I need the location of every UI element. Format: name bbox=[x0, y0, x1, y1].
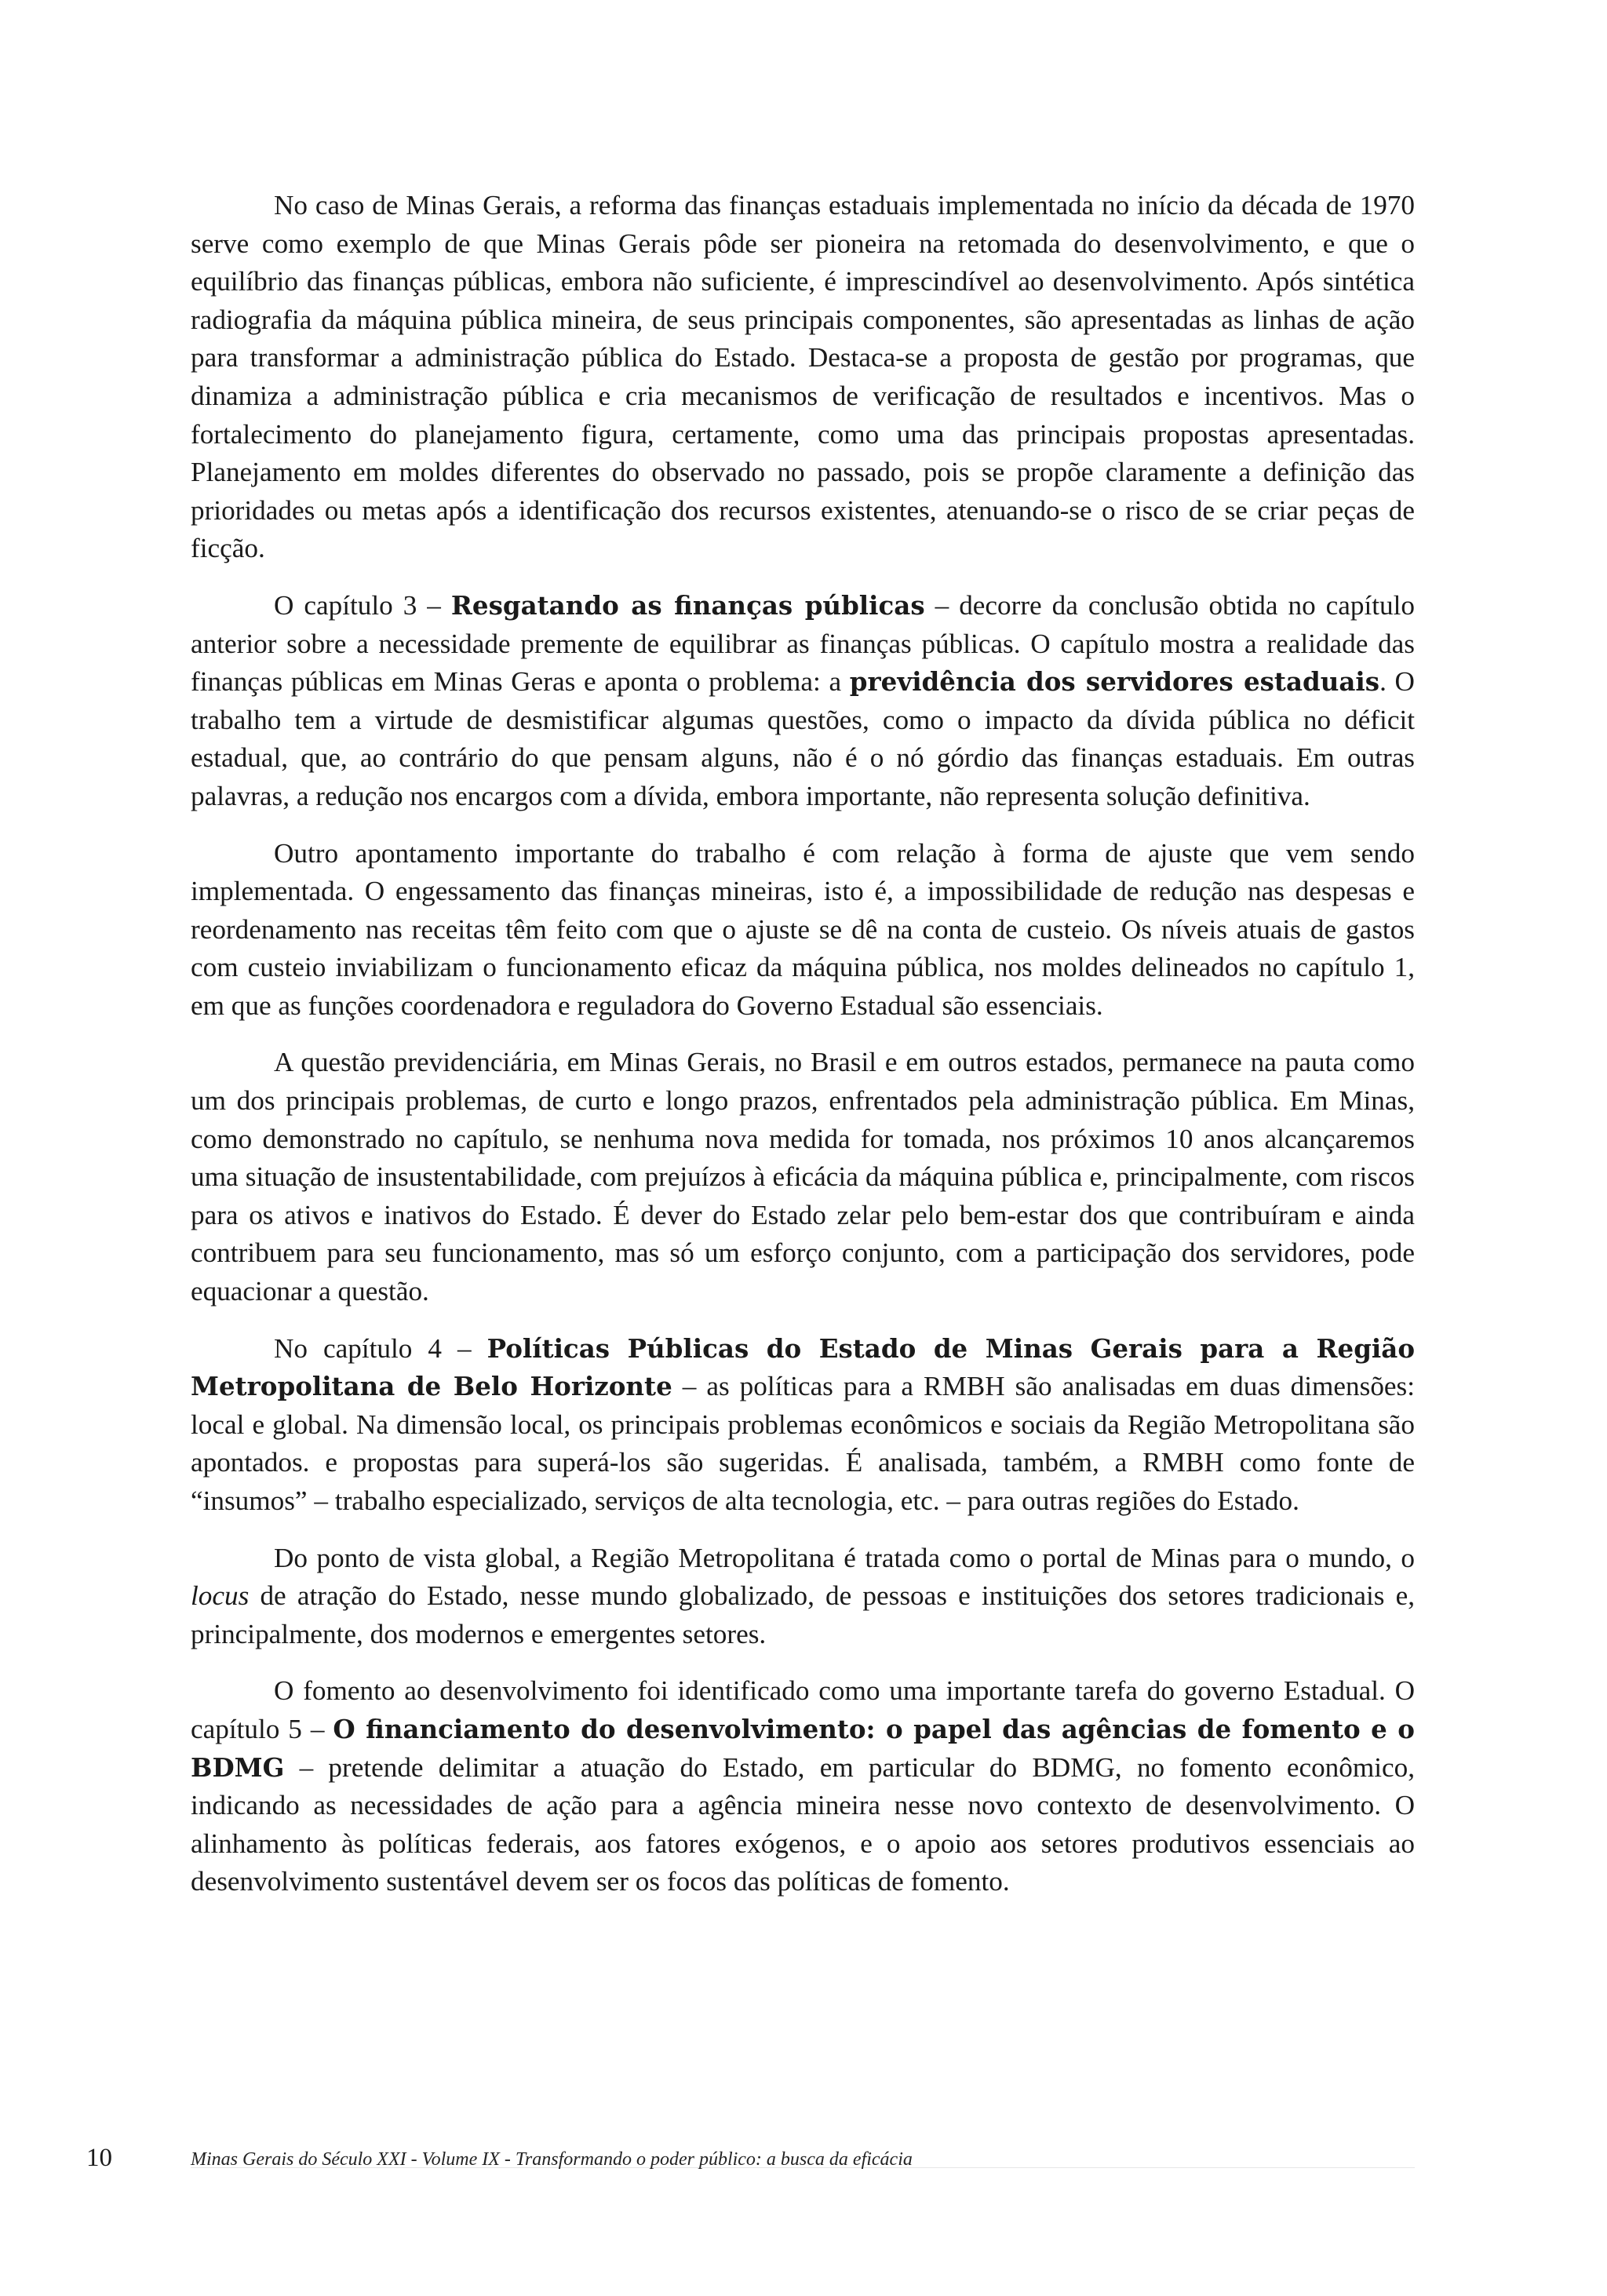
text-run: O fomento ao desenvolvimento foi identificado como uma importante tarefa do governo Estadual. O capítulo 5 – bbox=[191, 1675, 1415, 1744]
bold-emphasis: previdência dos servidores estaduais bbox=[849, 666, 1380, 698]
text-run: . O trabalho tem a virtude de desmistificar algumas questões, como o impacto da dívida pública no déficit estadual, que, ao contrário do que pensam alguns, não é o nó górdio das finanças estaduais. Em outras palavras, a redução nos encargos com a dívida, embora importante, não representa solução definitiva. bbox=[191, 666, 1415, 811]
bold-chapter-title: Resgatando as finanças públicas bbox=[450, 589, 925, 621]
text-run: – as políticas para a RMBH são analisadas em duas dimensões: local e global. Na dimensão local, os principais problemas econômicos e sociais da Região Metropolitana são apontados. e propostas para superá-los são sugeridas. É analisada, também, a RMBH como fonte de “insumos” – trabalho especializado, serviços de alta tecnologia, etc. – para outras regiões do Estado. bbox=[191, 1371, 1415, 1516]
paragraph bbox=[191, 1044, 1415, 1310]
paragraph bbox=[191, 187, 1415, 568]
running-title: Minas Gerais do Século XXI - Volume IX - Transformando o poder público: a busca da eficácia bbox=[191, 2149, 913, 2170]
text-run: Do ponto de vista global, a Região Metropolitana é tratada como o portal de Minas para o mundo, o bbox=[274, 1542, 1415, 1573]
text-run: – decorre da conclusão obtida no capítulo anterior sobre a necessidade premente de equilibrar as finanças públicas. O capítulo mostra a realidade das finanças públicas em Minas Geras e aponta o problema: a bbox=[191, 589, 1415, 698]
paragraph bbox=[191, 1672, 1415, 1901]
paragraph bbox=[191, 1540, 1415, 1654]
bold-chapter-title: O financiamento do desenvolvimento: o papel das agências de fomento e o BDMG bbox=[191, 1713, 1415, 1783]
paragraph bbox=[191, 587, 1415, 816]
text-run: O capítulo 3 – bbox=[274, 589, 451, 621]
text-run: No caso de Minas Gerais, a reforma das finanças estaduais implementada no início da década de 1970 serve como exemplo de que Minas Gerais pôde ser pioneira na retomada do desenvolvimento, e que o equilíbrio das finanças públicas, embora não suficiente, é imprescindível ao desenvolvimento. Após sintética radiografia da máquina pública mineira, de seus principais componentes, são apresentadas as linhas de ação para transformar a administração pública do Estado. Destaca-se a proposta de gestão por programas, que dinamiza a administração pública e cria mecanismos de verificação de resultados e incentivos. Mas o fortalecimento do planejamento figura, certamente, como uma das principais propostas apresentadas. Planejamento em moldes diferentes do observado no passado, pois se propõe claramente a definição das prioridades ou metas após a identificação dos recursos existentes, atenuando-se o risco de se criar peças de ficção. bbox=[191, 190, 1415, 564]
text-run: No capítulo 4 – bbox=[274, 1332, 487, 1364]
page-body bbox=[191, 187, 1415, 1920]
text-run: Outro apontamento importante do trabalho é com relação à forma de ajuste que vem sendo implementada. O engessamento das finanças mineiras, isto é, a impossibilidade de redução nas despesas e reordenamento nas receitas têm feito com que o ajuste se dê na conta de custeio. Os níveis atuais de gastos com custeio inviabilizam o funcionamento eficaz da máquina pública, nos moldes delineados no capítulo 1, em que as funções coordenadora e reguladora do Governo Estadual são essenciais. bbox=[191, 837, 1415, 1021]
paragraph bbox=[191, 835, 1415, 1026]
text-run: A questão previdenciária, em Minas Gerais, no Brasil e em outros estados, permanece na pauta como um dos principais problemas, de curto e longo prazos, enfrentados pela administração pública. Em Minas, como demonstrado no capítulo, se nenhuma nova medida for tomada, nos próximos 10 anos alcançaremos uma situação de insustentabilidade, com prejuízos à eficácia da máquina pública e, principalmente, com riscos para os ativos e inativos do Estado. É dever do Estado zelar pelo bem-estar dos que contribuíram e ainda contribuem para seu funcionamento, mas só um esforço conjunto, com a participação dos servidores, pode equacionar a questão. bbox=[191, 1047, 1415, 1307]
text-run: – pretende delimitar a atuação do Estado, em particular do BDMG, no fomento econômico, indicando as necessidades de ação para a agência mineira nesse novo contexto de desenvolvimento. O alinhamento às políticas federais, aos fatores exógenos, e o apoio aos setores produtivos essenciais ao desenvolvimento sustentável devem ser os focos das políticas de fomento. bbox=[191, 1751, 1415, 1897]
text-run: de atração do Estado, nesse mundo globalizado, de pessoas e instituições dos setores tradicionais e, principalmente, dos modernos e emergentes setores. bbox=[191, 1580, 1415, 1649]
page-number: 10 bbox=[86, 2144, 112, 2172]
paragraph bbox=[191, 1330, 1415, 1521]
italic-term: locus bbox=[191, 1580, 250, 1612]
bold-chapter-title: Políticas Públicas do Estado de Minas Gerais para a Região Metropolitana de Belo Horizonte bbox=[191, 1332, 1415, 1402]
